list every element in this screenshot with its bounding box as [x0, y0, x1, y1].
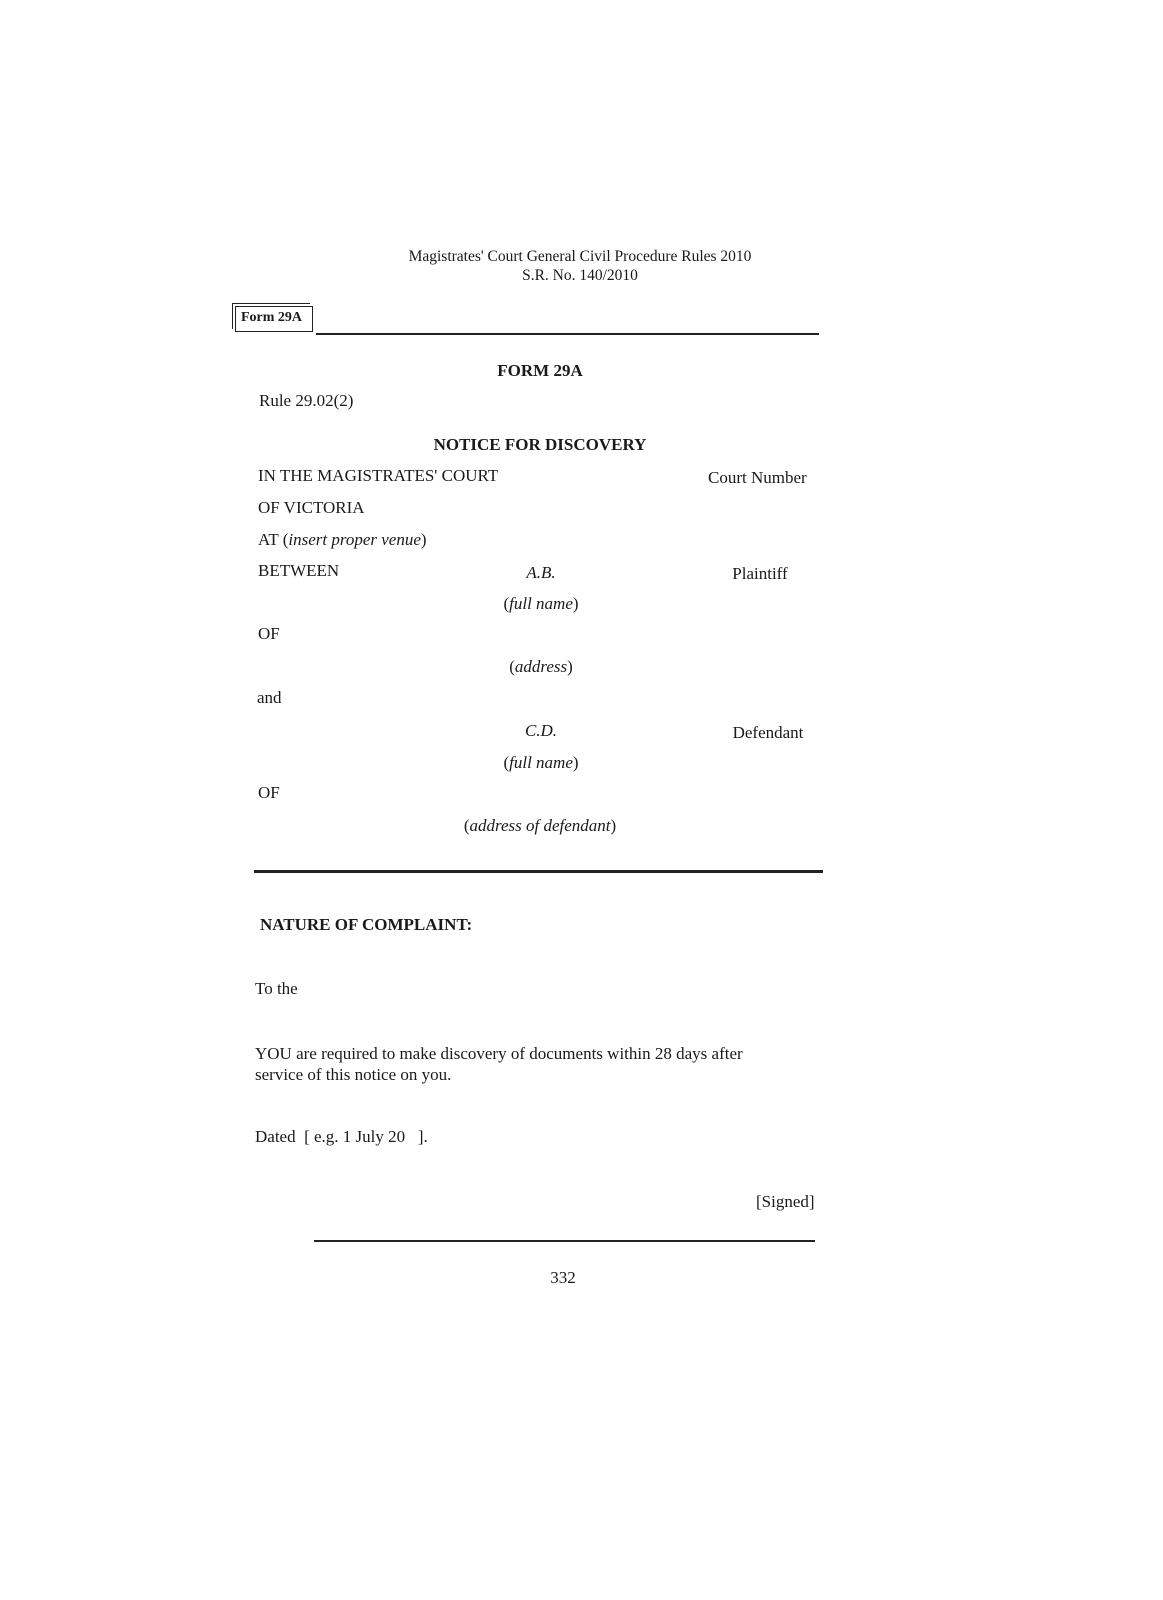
plaintiff-full-name-placeholder: (full name) [503, 594, 579, 613]
header-rule [316, 333, 819, 335]
form-tag-label: Form 29A [241, 310, 303, 325]
plaintiff-name: A.B. [526, 563, 556, 582]
plaintiff-role: Plaintiff [732, 564, 788, 583]
defendant-name: C.D. [524, 721, 558, 740]
rule-reference: Rule 29.02(2) [259, 391, 354, 410]
court-line-2: OF VICTORIA [258, 498, 365, 517]
footer-rule [314, 1240, 815, 1242]
dated-line: Dated [ e.g. 1 July 20 ]. [255, 1127, 428, 1146]
between-label: BETWEEN [258, 561, 340, 580]
court-line-1: IN THE MAGISTRATES' COURT [258, 466, 499, 485]
form-title: FORM 29A [497, 361, 583, 380]
defendant-address-placeholder: (address of defendant) [463, 816, 617, 835]
running-header-sr-no: S.R. No. 140/2010 [522, 267, 638, 284]
venue-placeholder: insert proper venue [288, 530, 421, 549]
defendant-address-text: address of defendant [469, 816, 611, 835]
court-number-label: Court Number [708, 468, 807, 487]
venue-line [258, 530, 427, 550]
to-the-label: To the [255, 979, 298, 998]
defendant-of-label: OF [258, 783, 280, 802]
body-line-2: service of this notice on you. [255, 1065, 452, 1084]
plaintiff-full-name-text: full name [509, 594, 573, 613]
venue-suffix: ) [420, 530, 427, 549]
plaintiff-of-label: OF [258, 624, 280, 643]
section-divider-rule [254, 870, 823, 873]
running-header-title: Magistrates' Court General Civil Procedure Rules 2010 [408, 248, 752, 265]
notice-title: NOTICE FOR DISCOVERY [433, 435, 647, 454]
venue-prefix: AT ( [258, 530, 289, 549]
page-number: 332 [550, 1268, 576, 1287]
body-line-1: YOU are required to make discovery of documents within 28 days after [255, 1044, 743, 1063]
nature-of-complaint-heading: NATURE OF COMPLAINT: [260, 915, 473, 934]
plaintiff-address-placeholder: (address) [509, 657, 573, 676]
defendant-role: Defendant [732, 723, 804, 742]
form-tag-box [235, 306, 313, 332]
defendant-full-name-text: full name [509, 753, 573, 772]
signed-label: [Signed] [756, 1192, 815, 1211]
and-label: and [257, 688, 282, 707]
plaintiff-address-text: address [514, 657, 568, 676]
defendant-full-name-placeholder: (full name) [503, 753, 579, 772]
